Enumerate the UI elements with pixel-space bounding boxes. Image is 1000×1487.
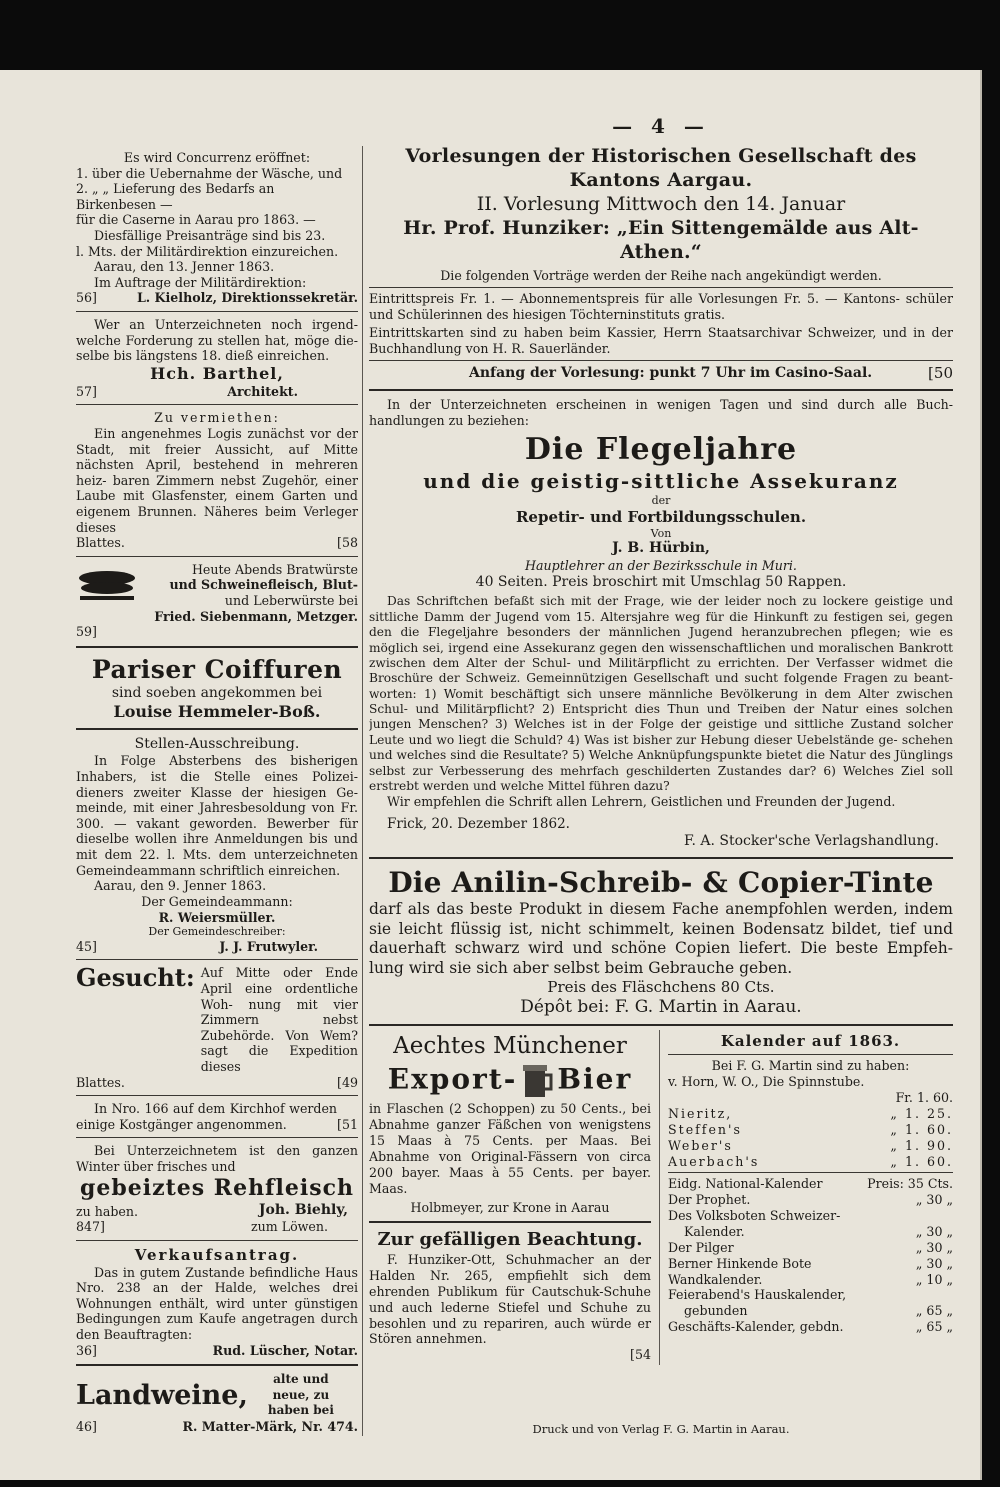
ad-bier (369, 1030, 651, 1217)
concurrenz-line-6: l. Mts. der Militärdirektion einzureichen. (76, 243, 339, 259)
gesucht-head: Gesucht: (76, 963, 195, 993)
kalender-head: Kalender auf 1863. (720, 1032, 901, 1051)
kalender-item-name: Berner Hinkende Bote (668, 1255, 812, 1271)
kalender-item-name: Auerbach's (668, 1153, 760, 1169)
kalender-item-name: Eidg. National-Kalender (668, 1176, 823, 1192)
rehfleisch-text: Bei Unterzeichnetem ist den ganzen Winter über frisches und (76, 1143, 358, 1175)
list-item (668, 1122, 953, 1138)
flegeljahre-der: der (651, 493, 671, 507)
divider (76, 1364, 358, 1366)
divider (369, 287, 953, 288)
divider (369, 1024, 953, 1026)
verkauf-sig-line (76, 1343, 358, 1359)
divider (76, 1137, 358, 1138)
barthel-title: Architekt. (227, 383, 298, 399)
kalender-item-name: Der Prophet. (668, 1192, 751, 1208)
kalender-item-name: v. Horn, W. O., Die Spinnstube. (668, 1074, 865, 1090)
flegeljahre-author-title: Hauptlehrer an der Bezirksschule in Muri. (525, 558, 797, 573)
list-item (668, 1090, 953, 1106)
kalender-item-price: „ 1. 60. (890, 1153, 953, 1169)
concurrenz-line-1: 1. über die Uebernahme der Wäsche, und (76, 165, 343, 181)
ad-tinte (369, 863, 953, 1021)
divider (668, 1172, 953, 1173)
divider (76, 556, 358, 557)
list-item (668, 1154, 953, 1170)
stellen-org1: Der Gemeindeammann: (141, 893, 293, 909)
rehfleisch-line (76, 1202, 358, 1219)
kalender-list-2 (668, 1176, 953, 1335)
ad-verkauf (76, 1244, 358, 1360)
landweine-sub: alte und neue, zu haben bei (267, 1372, 334, 1418)
flegeljahre-intro: In der Unterzeichneten erscheinen in wenigen Tagen und sind durch alle Buch- handlungen zu beziehen: (369, 397, 953, 428)
ad-number: 847] (76, 1219, 105, 1235)
divider (76, 311, 358, 312)
kalender-item-price: „ 1. 25. (890, 1105, 953, 1121)
kalender-item-price: „ 65 „ (915, 1303, 953, 1319)
kalender-item-name: Kalender. (684, 1223, 745, 1239)
vorlesungen-note: Die folgenden Vorträge werden der Reihe nach angekündigt werden. (440, 267, 882, 283)
kalender-item-price: „ 10 „ (915, 1271, 953, 1287)
gesucht-text: Auf Mitte oder Ende April eine ordentliche Woh- nung mit vier Zimmern nebst Zubehörde. Von Wem? sagt die Expedition dieses (200, 965, 358, 1075)
page-number: — 4 — (612, 114, 710, 138)
list-item (668, 1224, 953, 1240)
kalender-item-price: „ 30 „ (915, 1239, 953, 1255)
kalender-item-name: Geschäfts-Kalender, gebdn. (668, 1319, 844, 1335)
newspaper-page (0, 70, 982, 1480)
stellen-date: Aarau, den 9. Jenner 1863. (94, 878, 267, 894)
ad-number: 57] (76, 383, 97, 399)
rehfleisch-l1: zu haben. (76, 1203, 138, 1219)
ad-concurrenz (76, 148, 358, 308)
bier-head2-line (369, 1061, 651, 1101)
kalender-item-name: Nieritz, (668, 1105, 733, 1121)
right-column (369, 114, 953, 1444)
list-item (668, 1256, 953, 1272)
vorlesungen-anfang-line (369, 364, 953, 383)
coiffuren-sub: sind soeben angekommen bei (111, 684, 323, 701)
stellen-org2: Der Gemeindeschreiber: (148, 925, 286, 939)
ad-stellen (76, 734, 358, 956)
coiffuren-name: Louise Hemmeler-Boß. (113, 702, 321, 722)
bratwurst-line-3: Fried. Siebenmann, Metzger. (154, 608, 358, 624)
bottom-left-subcolumn (369, 1030, 651, 1365)
signature: L. Kielholz, Direktionssekretär. (136, 290, 358, 306)
flegeljahre-sub2: Repetir- und Fortbildungsschulen. (515, 507, 807, 526)
vermiethen-last-line (76, 535, 358, 551)
vorlesungen-eintritt: Eintrittspreis Fr. 1. — Abonnementspreis für alle Vorlesungen Fr. 5. — Kantons- schüler und Schülerinnen des hiesigen Töchterninstituts gratis. (369, 290, 953, 322)
kalender-item-name: Weber's (668, 1137, 733, 1153)
ad-kalender (668, 1030, 953, 1337)
rehfleisch-head: gebeiztes Rehfleisch (79, 1174, 355, 1201)
subcolumn-divider (659, 1030, 660, 1365)
divider (76, 959, 358, 960)
kalender-item-price: „ 30 „ (915, 1192, 953, 1208)
bier-head2b: Bier (557, 1062, 633, 1096)
flegeljahre-author: J. B. Hürbin, (612, 540, 710, 557)
ad-number: 36] (76, 1342, 97, 1358)
bier-sig: Holbmeyer, zur Krone in Aarau (410, 1199, 610, 1215)
flegeljahre-date: Frick, 20. Dezember 1862. (387, 816, 570, 833)
kalender-item-price (883, 1287, 953, 1303)
sausage-icon (76, 566, 138, 606)
flegeljahre-closing: Wir empfehlen die Schrift allen Lehrern, Geistlichen und Freunden der Jugend. (387, 794, 896, 810)
stellen-text: In Folge Absterbens des bisherigen Inhabers, ist die Stelle eines Polizei- dieners zweiter Klasse der hiesigen Ge- meinde, mit einer Jahresbesoldung von Fr. 300. — vakant geworden. Bewerber für dieselbe wollen ihre Anmeldungen bis und mit dem 22. l. Mts. dem unterzeichneten Gemeindeammann schriftlich einreichen. (76, 753, 358, 878)
divider (76, 646, 358, 648)
rehfleisch-name: Joh. Biehly, (258, 1201, 348, 1218)
concurrenz-line-7: Aarau, den 13. Jenner 1863. (94, 259, 275, 275)
list-item (668, 1319, 953, 1335)
stellen-name2: J. J. Frutwyler. (219, 938, 318, 954)
divider (76, 404, 358, 405)
kalender-intro: Bei F. G. Martin sind zu haben: (711, 1058, 910, 1074)
divider (369, 857, 953, 859)
column-divider (362, 146, 363, 1436)
barthel-signature-line (76, 384, 358, 400)
ad-barthel (76, 315, 358, 401)
ad-flegeljahre (369, 395, 953, 853)
list-item (668, 1240, 953, 1256)
flegeljahre-body: Das Schriftchen befaßt sich mit der Frage, wie der leider noch zu lockere geistige und sittliche Damm der Jugend vom 15. Altersjahre weg für die Hinkunft zu festigen sei, gegen den die Flegeljahre besonders der männlichen Jugend heranzubrechen pflegen; wie es möglich sei, irgend eine Assekuranz gegen den wissenschaftlichen und moralischen Bankrott zwischen dem Alter der Schul- und Militärpflicht zu errichten. Der Verfasser widmet die Broschüre der Schweiz. Gemeinnützigen Gesellschaft und sucht folgende Fragen zu beant- worten: 1) Womit beschäftigt sich unsere männliche Bevölkerung in dem Alter zwischen Schul- und Militärpflicht? 2) Entspricht dies Thun und Treiben der Natur eines solchen jungen Menschen? 3) Welches ist in der Folge der geistige und sittliche Zustand solcher Leute und wo liegt die Schuld? 4) Was ist bisher zur Hebung dieser Uebelstände ge- schehen und welches sind die Resultate? 5) Welche Anknüpfungspunkte bietet die Natur des Jünglings selbst zur Verbesserung des mehrfach geschilderten Zustandes dar? 6) Welches Ziel soll erstrebt werden und welche Mittel führen dazu? (369, 594, 953, 793)
vermiethen-last: Blattes. (76, 535, 125, 551)
ad-bratwurst (76, 560, 358, 642)
list-item (668, 1138, 953, 1154)
tinte-head: Die Anilin-Schreib- & Copier-Tinte (388, 865, 934, 899)
concurrenz-line-5: Diesfällige Preisanträge sind bis 23. (94, 228, 326, 244)
coiffuren-head: Pariser Coiffuren (91, 654, 343, 684)
gesucht-last: Blattes. (76, 1074, 125, 1090)
kalender-item-price (883, 1074, 953, 1090)
list-item (668, 1303, 953, 1319)
kalender-item-price: „ 65 „ (915, 1319, 953, 1335)
stellen-signature-line (76, 939, 358, 955)
stellen-head: Stellen-Ausschreibung. (134, 736, 300, 753)
kalender-item-price: „ 1. 60. (890, 1121, 953, 1137)
divider (369, 360, 953, 361)
list-item (668, 1272, 953, 1288)
verkauf-name: Rud. Lüscher, Notar. (212, 1342, 358, 1358)
landweine-head: Landweine, (76, 1379, 248, 1411)
list-item (668, 1106, 953, 1122)
tinte-depot: Dépôt bei: F. G. Martin in Aarau. (520, 997, 802, 1018)
beer-mug-icon (517, 1061, 557, 1101)
ad-kirchhof (76, 1099, 358, 1134)
bier-head1: Aechtes Münchener (393, 1033, 627, 1060)
flegeljahre-head: Die Flegeljahre (524, 431, 798, 467)
flegeljahre-von: Von (650, 526, 672, 540)
ad-number: 56] (76, 290, 97, 306)
concurrenz-line-3: Birkenbesen — (76, 196, 173, 212)
kalender-item-name: Feierabend's Hauskalender, (668, 1287, 847, 1303)
kalender-item-name: Des Volksboten Schweizer- (668, 1208, 841, 1224)
ad-number: 45] (76, 938, 97, 954)
divider (668, 1054, 953, 1055)
ad-number: [58 (337, 535, 358, 551)
kalender-item-price: „ 30 „ (915, 1223, 953, 1239)
ad-vorlesungen (369, 143, 953, 385)
verkauf-head: Verkaufsantrag. (134, 1245, 300, 1264)
ad-number: 46] (76, 1418, 97, 1434)
ad-number: [50 (928, 364, 953, 383)
divider (76, 1240, 358, 1241)
beachtung-head: Zur gefälligen Beachtung. (377, 1229, 643, 1251)
vorlesungen-sub: II. Vorlesung Mittwoch den 14. Januar (476, 193, 846, 216)
kalender-item-price (883, 1208, 953, 1224)
imprint-footer: Druck und von Verlag F. G. Martin in Aarau. (532, 1422, 790, 1436)
kalender-item-name: Steffen's (668, 1121, 742, 1137)
ad-beachtung (369, 1227, 651, 1365)
kalender-item-price: „ 1. 90. (890, 1137, 953, 1153)
vorlesungen-head: Vorlesungen der Historischen Gesellschaft des Kantons Aargau. (405, 145, 917, 192)
list-item (668, 1192, 953, 1208)
vorlesungen-title: Hr. Prof. Hunziker: „Ein Sittengemälde aus Alt-Athen.“ (403, 217, 919, 263)
divider (76, 728, 358, 730)
divider (369, 1221, 651, 1223)
concurrenz-line-4: für die Caserne in Aarau pro 1863. — (76, 212, 316, 228)
ad-number: [49 (337, 1074, 358, 1090)
gesucht-last-line (76, 1075, 358, 1091)
kalender-item-price: „ 30 „ (915, 1255, 953, 1271)
ad-number: [54 (630, 1347, 651, 1363)
beachtung-body: F. Hunziker-Ott, Schuhmacher an der Halden Nr. 265, empfiehlt sich dem ehrenden Publikum für Cautschuk-Schuhe und auch lederne Stiefel und Schuhe zu besohlen und zu repariren, auch würde er Stören annehmen. (369, 1252, 651, 1347)
vorlesungen-karten: Eintrittskarten sind zu haben beim Kassier, Herrn Staatsarchivar Schweizer, und in der Buchhandlung von H. R. Sauerländer. (369, 325, 953, 357)
divider (369, 389, 953, 391)
stellen-name1: R. Weiersmüller. (158, 909, 276, 925)
kalender-item-price: Fr. 1. 60. (895, 1090, 953, 1106)
flegeljahre-publisher: F. A. Stocker'sche Verlagshandlung. (683, 833, 939, 850)
bratwurst-line-1: und Schweinefleisch, Blut- (169, 577, 358, 593)
vermiethen-text: Ein angenehmes Logis zunächst vor der Stadt, mit freier Aussicht, auf Mitte nächsten April, bestehend in mehreren heiz- baren Zimmern nebst Zugehör, einer Laube mit Glasfenster, einem Garten und eigenem Brunnen. Näheres beim Verleger dieses (76, 425, 358, 535)
ad-landweine (76, 1370, 358, 1436)
list-item (668, 1208, 953, 1224)
bratwurst-line-0: Heute Abends Bratwürste (191, 561, 358, 577)
kalender-item-name: gebunden (684, 1303, 748, 1319)
vorlesungen-anfang: Anfang der Vorlesung: punkt 7 Uhr im Casino-Saal. (469, 365, 873, 382)
bottom-right-subcolumn (668, 1030, 953, 1365)
tinte-body: darf als das beste Produkt in diesem Fache anempfohlen werden, indem sie leicht flüssig ist, nicht schimmelt, keinen Bodensatz bildet, tief und dauerhaft schwarz wird und schöne Copien liefert. Die beste Empfeh- lung wird sie sich aber selbst beim Gebrauche geben. (369, 900, 953, 977)
rehfleisch-place: zum Löwen. (251, 1219, 328, 1235)
ad-vermiethen (76, 408, 358, 552)
ad-coiffuren (76, 652, 358, 724)
bottom-two-column (369, 1030, 953, 1365)
ad-gesucht (76, 963, 358, 1092)
verkauf-text: Das in gutem Zustande befindliche Haus Nro. 238 an der Halde, welches drei Wohnungen enthält, wird unter günstigen Bedingungen zum Kaufe angetragen durch den Beauftragten: (76, 1264, 358, 1342)
concurrenz-line-8: Im Auftrage der Militärdirektion: (94, 274, 307, 290)
barthel-name: Hch. Barthel, (150, 363, 284, 383)
bier-head2a: Export- (387, 1062, 518, 1096)
rehfleisch-sig-line (76, 1219, 358, 1235)
concurrenz-line-0: Es wird Concurrenz eröffnet: (123, 150, 311, 165)
vermiethen-head: Zu vermiethen: (154, 410, 280, 426)
kalender-item-name: Der Pilger (668, 1239, 734, 1255)
list-item (668, 1074, 953, 1090)
concurrenz-signature-line (76, 290, 358, 306)
kalender-list-1 (668, 1074, 953, 1169)
ad-rehfleisch (76, 1141, 358, 1236)
list-item (668, 1287, 953, 1303)
ad-number: 59] (76, 624, 97, 640)
bier-body: in Flaschen (2 Schoppen) zu 50 Cents., bei Abnahme ganzer Fäßchen von wenigstens 15 Maas à 75 Cents. per Maas. Bei Abnahme von Original-Fässern von circa 200 bayer. Maas à 55 Cents. per bayer. Maas. (369, 1101, 651, 1196)
concurrenz-line-2: 2. „ „ Lieferung des Bedarfs an (76, 181, 275, 197)
landweine-name: R. Matter-Märk, Nr. 474. (182, 1418, 358, 1434)
list-item (668, 1176, 953, 1192)
kirchhof-text: In Nro. 166 auf dem Kirchhof werden einige Kostgänger angenommen. (76, 1101, 338, 1132)
landweine-sig-line (76, 1419, 358, 1435)
tinte-price: Preis des Fläschchens 80 Cts. (547, 978, 775, 997)
divider (76, 1095, 358, 1096)
ad-number: [51 (337, 1116, 358, 1132)
kalender-item-name: Wandkalender. (668, 1271, 763, 1287)
flegeljahre-price: 40 Seiten. Preis broschirt mit Umschlag 50 Rappen. (475, 573, 847, 590)
bratwurst-line-2: und Leberwürste bei (224, 593, 358, 609)
flegeljahre-sub: und die geistig-sittliche Assekuranz (423, 468, 899, 493)
left-column (76, 148, 358, 1438)
kalender-item-price: Preis: 35 Cts. (867, 1176, 953, 1192)
barthel-text: Wer an Unterzeichneten noch irgend- welche Forderung zu stellen hat, möge die- selbe bis längstens 18. dieß einreichen. (76, 317, 358, 364)
